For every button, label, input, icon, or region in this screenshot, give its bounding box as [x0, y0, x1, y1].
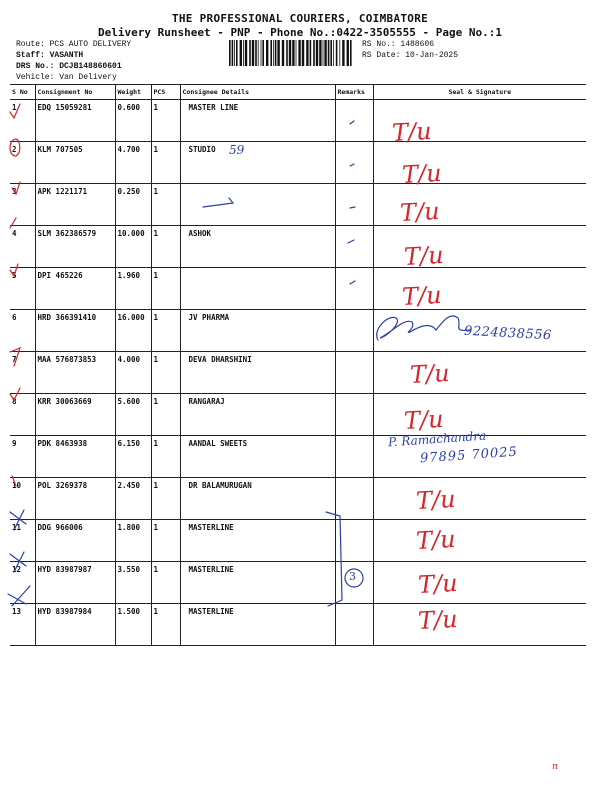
barcode-bar [275, 40, 277, 66]
barcode-bar [261, 40, 262, 66]
barcode-bar [252, 40, 254, 66]
barcode-bar [255, 40, 257, 66]
cell-consignee [180, 184, 335, 226]
cell-consignee: RANGARAJ [180, 394, 335, 436]
signature-mark: T/u [409, 358, 451, 390]
cell-consignment: HYD 83987984 [35, 604, 115, 646]
page-mark: n [552, 762, 558, 772]
col-header-sno: S No [10, 85, 35, 100]
cell-pcs: 1 [151, 184, 180, 226]
cell-consignment: POL 3269378 [35, 478, 115, 520]
cell-consignment: DPI 465226 [35, 268, 115, 310]
cell-sno: 2 [10, 142, 35, 184]
signature-mark: T/u [401, 280, 443, 312]
table-row [10, 310, 586, 352]
cell-pcs: 1 [151, 394, 180, 436]
cell-consignment: DDG 966006 [35, 520, 115, 562]
barcode-bar [324, 40, 326, 66]
cell-weight: 1.500 [115, 604, 151, 646]
bracket-count: 3 [349, 570, 356, 583]
col-header-consignee: Consignee Details [180, 85, 335, 100]
cell-pcs: 1 [151, 562, 180, 604]
cell-consignment: HYD 83987987 [35, 562, 115, 604]
cell-weight: 0.600 [115, 100, 151, 142]
cell-remarks [335, 226, 373, 268]
cell-pcs: 1 [151, 604, 180, 646]
signature-mark: T/u [417, 568, 459, 600]
cell-pcs: 1 [151, 268, 180, 310]
barcode-bar [249, 40, 251, 66]
barcode-bar [282, 40, 284, 66]
cell-sno: 1 [10, 100, 35, 142]
barcode-bar [350, 40, 352, 66]
cell-signature [373, 142, 586, 184]
cell-remarks [335, 478, 373, 520]
cell-weight: 4.000 [115, 352, 151, 394]
cell-weight: 16.000 [115, 310, 151, 352]
cell-signature [373, 478, 586, 520]
document-subtitle: Delivery Runsheet - PNP - Phone No.:0422-3505555 - Page No.:1 [98, 26, 502, 39]
cell-remarks [335, 562, 373, 604]
cell-signature [373, 604, 586, 646]
barcode-bar [289, 40, 291, 66]
cell-consignee: MASTER LINE [180, 100, 335, 142]
cell-signature [373, 226, 586, 268]
col-header-consignment: Consignment No [35, 85, 115, 100]
table-row [10, 394, 586, 436]
signature-mark: T/u [391, 116, 433, 148]
row9-signer: P. Ramachandra [387, 428, 487, 450]
cell-consignment: SLM 362386579 [35, 226, 115, 268]
cell-consignee: AANDAL SWEETS [180, 436, 335, 478]
table-row [10, 184, 586, 226]
table-row [10, 226, 586, 268]
barcode-bar [296, 40, 297, 66]
staff-label: Staff: VASANTH [16, 51, 84, 60]
cell-consignment: KLM 707505 [35, 142, 115, 184]
barcode-bar [316, 40, 318, 66]
cell-pcs: 1 [151, 310, 180, 352]
cell-consignment: APK 1221171 [35, 184, 115, 226]
cell-pcs: 1 [151, 436, 180, 478]
col-header-pcs: PCS [151, 85, 180, 100]
cell-weight: 2.450 [115, 478, 151, 520]
cell-pcs: 1 [151, 226, 180, 268]
cell-signature [373, 184, 586, 226]
barcode-bar [319, 40, 321, 66]
cell-pcs: 1 [151, 520, 180, 562]
cell-consignee: MASTERLINE [180, 520, 335, 562]
barcode-bar [302, 40, 304, 66]
barcode-bar [262, 40, 264, 66]
cell-consignment: KRR 30063669 [35, 394, 115, 436]
cell-remarks [335, 184, 373, 226]
cell-consignment: MAA 576873853 [35, 352, 115, 394]
cell-sno: 3 [10, 184, 35, 226]
barcode-bar [328, 40, 330, 66]
signature-mark: T/u [399, 196, 441, 228]
cell-sno: 10 [10, 478, 35, 520]
cell-signature [373, 100, 586, 142]
cell-signature [373, 352, 586, 394]
row6-number: 9224838556 [463, 323, 553, 344]
barcode [229, 40, 355, 66]
signature-mark: T/u [417, 604, 459, 636]
barcode-bar [236, 40, 238, 66]
cell-remarks [335, 100, 373, 142]
barcode-bar [339, 40, 340, 66]
cell-consignee: JV PHARMA [180, 310, 335, 352]
barcode-bar [270, 40, 272, 66]
cell-consignee: DR BALAMURUGAN [180, 478, 335, 520]
cell-sno: 5 [10, 268, 35, 310]
cell-signature [373, 310, 586, 352]
cell-pcs: 1 [151, 142, 180, 184]
barcode-bar [310, 40, 312, 66]
table-row [10, 268, 586, 310]
runsheet-table [10, 84, 586, 646]
cell-remarks [335, 520, 373, 562]
table-row [10, 604, 586, 646]
row9-phone: 97895 70025 [419, 444, 519, 467]
barcode-bar [306, 40, 308, 66]
table-header-row [10, 85, 586, 100]
rs-date: RS Date: 10-Jan-2025 [362, 51, 459, 60]
cell-consignment: EDQ 15059281 [35, 100, 115, 142]
cell-remarks [335, 604, 373, 646]
col-header-remarks: Remarks [335, 85, 373, 100]
barcode-bar [266, 40, 268, 66]
barcode-bar [245, 40, 247, 66]
barcode-bar [243, 40, 244, 66]
cell-remarks [335, 394, 373, 436]
cell-sno: 4 [10, 226, 35, 268]
barcode-bar [234, 40, 235, 66]
cell-weight: 10.000 [115, 226, 151, 268]
cell-consignee: ASHOK [180, 226, 335, 268]
cell-weight: 6.150 [115, 436, 151, 478]
cell-remarks [335, 352, 373, 394]
cell-sno: 7 [10, 352, 35, 394]
table-row [10, 100, 586, 142]
cell-remarks [335, 268, 373, 310]
cell-sno: 13 [10, 604, 35, 646]
barcode-bar [342, 40, 344, 66]
table-row [10, 562, 586, 604]
cell-signature [373, 520, 586, 562]
table-row [10, 436, 586, 478]
signature-mark: T/u [401, 158, 443, 190]
signature-mark: T/u [403, 404, 445, 436]
cell-pcs: 1 [151, 352, 180, 394]
barcode-bar [286, 40, 288, 66]
barcode-bar [258, 40, 259, 66]
cell-sno: 12 [10, 562, 35, 604]
cell-sno: 9 [10, 436, 35, 478]
cell-consignee: DEVA DHARSHINI [180, 352, 335, 394]
barcode-bar [277, 40, 279, 66]
cell-weight: 0.250 [115, 184, 151, 226]
barcode-bar [323, 40, 324, 66]
col-header-weight: Weight [115, 85, 151, 100]
cell-signature [373, 562, 586, 604]
cell-weight: 5.600 [115, 394, 151, 436]
cell-signature [373, 394, 586, 436]
cell-sno: 8 [10, 394, 35, 436]
signature-mark: T/u [415, 484, 457, 516]
cell-signature [373, 268, 586, 310]
cell-pcs: 1 [151, 100, 180, 142]
barcode-bar [232, 40, 234, 66]
cell-sno: 6 [10, 310, 35, 352]
table-row [10, 520, 586, 562]
cell-weight: 3.550 [115, 562, 151, 604]
cell-pcs: 1 [151, 478, 180, 520]
col-header-signature: Seal & Signature [373, 85, 586, 100]
cell-signature [373, 436, 586, 478]
barcode-bar [336, 40, 338, 66]
barcode-bar [298, 40, 300, 66]
cell-weight: 1.800 [115, 520, 151, 562]
studio-note: 59 [229, 143, 245, 157]
cell-consignment: HRD 366391410 [35, 310, 115, 352]
cell-consignee [180, 268, 335, 310]
barcode-bar [347, 40, 349, 66]
cell-consignee: STUDIO [180, 142, 335, 184]
barcode-bar [292, 40, 294, 66]
table-row [10, 352, 586, 394]
signature-mark: T/u [415, 524, 457, 556]
table-row [10, 142, 586, 184]
barcode-bar [313, 40, 315, 66]
cell-consignee: MASTERLINE [180, 562, 335, 604]
barcode-bar [240, 40, 242, 66]
cell-remarks [335, 142, 373, 184]
cell-consignment: PDK 8463938 [35, 436, 115, 478]
barcode-bar [333, 40, 334, 66]
cell-weight: 1.960 [115, 268, 151, 310]
drs-number: DRS No.: DCJB148860601 [16, 62, 122, 71]
cell-weight: 4.700 [115, 142, 151, 184]
cell-remarks [335, 310, 373, 352]
route-label: Route: PCS AUTO DELIVERY [16, 40, 132, 49]
barcode-bar [229, 40, 231, 66]
rs-number: RS No.: 1488606 [362, 40, 435, 49]
cell-consignee: MASTERLINE [180, 604, 335, 646]
cell-sno: 11 [10, 520, 35, 562]
cell-remarks [335, 436, 373, 478]
signature-mark: T/u [403, 240, 445, 272]
vehicle-label: Vehicle: Van Delivery [16, 73, 117, 82]
table-row [10, 478, 586, 520]
barcode-bar [330, 40, 332, 66]
barcode-bar [273, 40, 274, 66]
document-title: THE PROFESSIONAL COURIERS, COIMBATORE [171, 12, 429, 25]
